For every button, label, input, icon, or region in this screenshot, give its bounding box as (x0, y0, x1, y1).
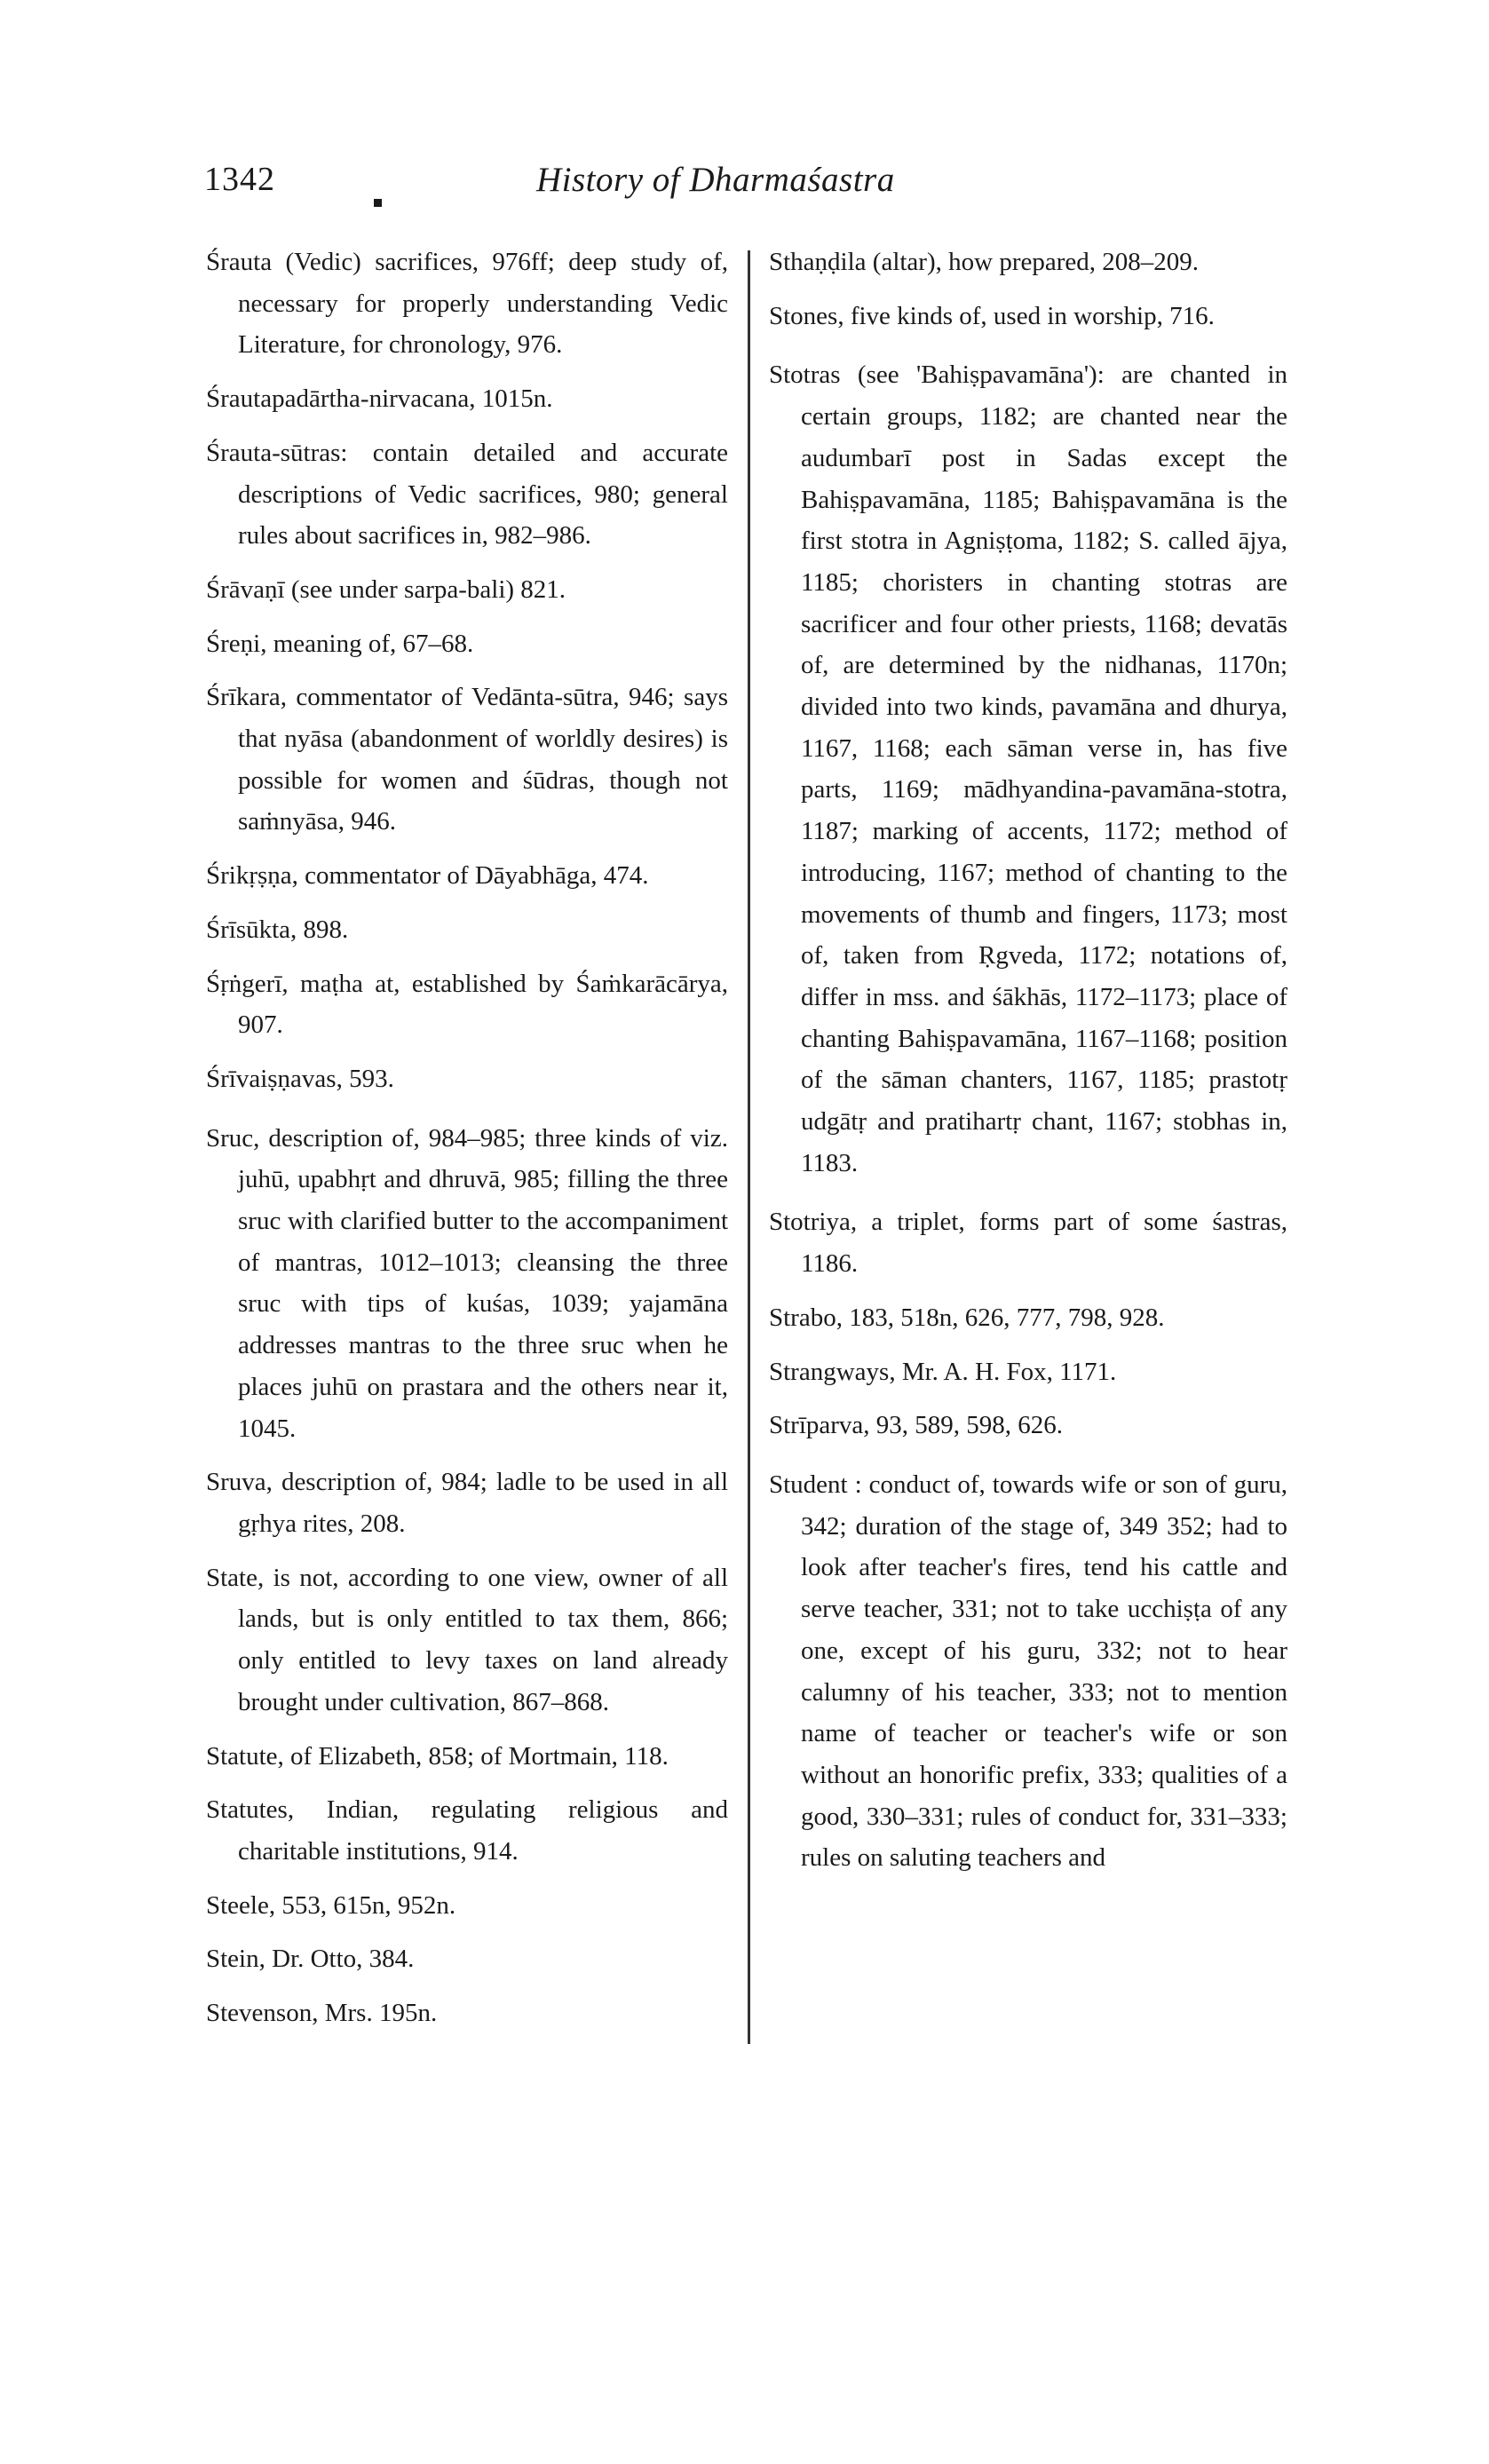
index-entry: Stotriya, a triplet, forms part of some śastras, 1186. (769, 1208, 1287, 1279)
index-entry: Śrīvaiṣṇavas, 593. (206, 1064, 394, 1093)
index-entry: Stotras (see 'Bahiṣpavamāna'): are chanted in certain groups, 1182; are chanted near the audumbarī post in Sadas except the Bahiṣpavamāna, 1185; Bahiṣpavamāna is the first stotra in Agniṣṭoma, 1182; S. called ājya, 1185; choristers in chanting stotras are sacrificer and four other priests, 1168; devatās of, are determined by the nidhanas, 1170n; divided into two kinds, pavamāna and dhurya, 1167, 1168; each sāman verse in, has five parts, 1169; mādhyandina-pavamāna-stotra, 1187; marking of accents, 1172; method of introducing, 1167; method of chanting to the movements of thumb and fingers, 1173; most of, taken from Ṛgveda, 1172; notations of, differ in mss. and śākhās, 1172–1173; place of chanting Bahiṣpavamāna, 1167–1168; position of the sāman chanters, 1167, 1185; prastotṛ udgātṛ and pratihartṛ chant, 1167; stobhas in, 1183. (769, 360, 1287, 1177)
index-entry: Strīparva, 93, 589, 598, 626. (769, 1411, 1064, 1440)
index-entry: Sruva, description of, 984; ladle to be used in all gṛhya rites, 208. (206, 1468, 728, 1538)
running-title: History of Dharmaśastra (536, 161, 895, 199)
column-divider (748, 250, 750, 2044)
page-number: 1342 (204, 161, 275, 198)
index-entry: Śṛṅgerī, maṭha at, established by Śaṁkarācārya, 907. (206, 969, 728, 1040)
page-dot (374, 199, 382, 207)
index-entry: Śrāvaṇī (see under sarpa-bali) 821. (206, 574, 566, 604)
index-entry: Stein, Dr. Otto, 384. (206, 1945, 415, 1974)
index-column-right (769, 242, 1287, 1879)
index-entry: Strangways, Mr. A. H. Fox, 1171. (769, 1357, 1117, 1386)
index-entry: Sruc, description of, 984–985; three kinds of viz. juhū, upabhṛt and dhruvā, 985; filling the three sruc with clarified butter to the accompaniment of mantras, 1012–1013; cleansing the three sruc with tips of kuśas, 1039; yajamāna addresses mantras to the three sruc when he places juhū on prastara and the others near it, 1045. (206, 1123, 728, 1443)
index-entry: Strabo, 183, 518n, 626, 777, 798, 928. (769, 1303, 1165, 1332)
index-entry: Stevenson, Mrs. 195n. (206, 1999, 438, 2028)
index-entry: Stones, five kinds of, used in worship, 716. (769, 301, 1215, 330)
index-entry: Statute, of Elizabeth, 858; of Mortmain, 118. (206, 1741, 669, 1771)
index-entry: Śrautapadārtha-nirvacana, 1015n. (206, 384, 553, 414)
index-entry: Śrīkara, commentator of Vedānta-sūtra, 946; says that nyāsa (abandonment of worldly desires) is possible for women and śūdras, though not saṁnyāsa, 946. (206, 683, 728, 836)
index-entry: Śreṇi, meaning of, 67–68. (206, 629, 474, 658)
index-entry: Steele, 553, 615n, 952n. (206, 1890, 456, 1920)
index-entry: Śrauta-sūtras: contain detailed and accurate descriptions of Vedic sacrifices, 980; general rules about sacrifices in, 982–986. (206, 438, 728, 551)
index-entry: Śrīsūkta, 898. (206, 915, 349, 944)
index-entry: Statutes, Indian, regulating religious and charitable institutions, 914. (206, 1795, 728, 1866)
index-entry: Śrikṛṣṇa, commentator of Dāyabhāga, 474. (206, 861, 649, 891)
index-entry: Sthaṇḍila (altar), how prepared, 208–209. (769, 248, 1199, 276)
index-entry: Śrauta (Vedic) sacrifices, 976ff; deep study of, necessary for properly understanding Vedic Literature, for chronology, 976. (206, 248, 728, 360)
index-column-left (206, 242, 728, 2034)
index-entry: State, is not, according to one view, owner of all lands, but is only entitled to tax them, 866; only entitled to levy taxes on land already brought under cultivation, 867–868. (206, 1563, 728, 1716)
index-entry: Student : conduct of, towards wife or son of guru, 342; duration of the stage of, 349 352; had to look after teacher's fires, tend his cattle and serve teacher, 331; not to take ucchiṣṭa of any one, except of his guru, 332; not to hear calumny of his teacher, 333; not to mention name of teacher or teacher's wife or son without an honorific prefix, 333; qualities of a good, 330–331; rules of conduct for, 331–333; rules on saluting teachers and (769, 1470, 1287, 1873)
